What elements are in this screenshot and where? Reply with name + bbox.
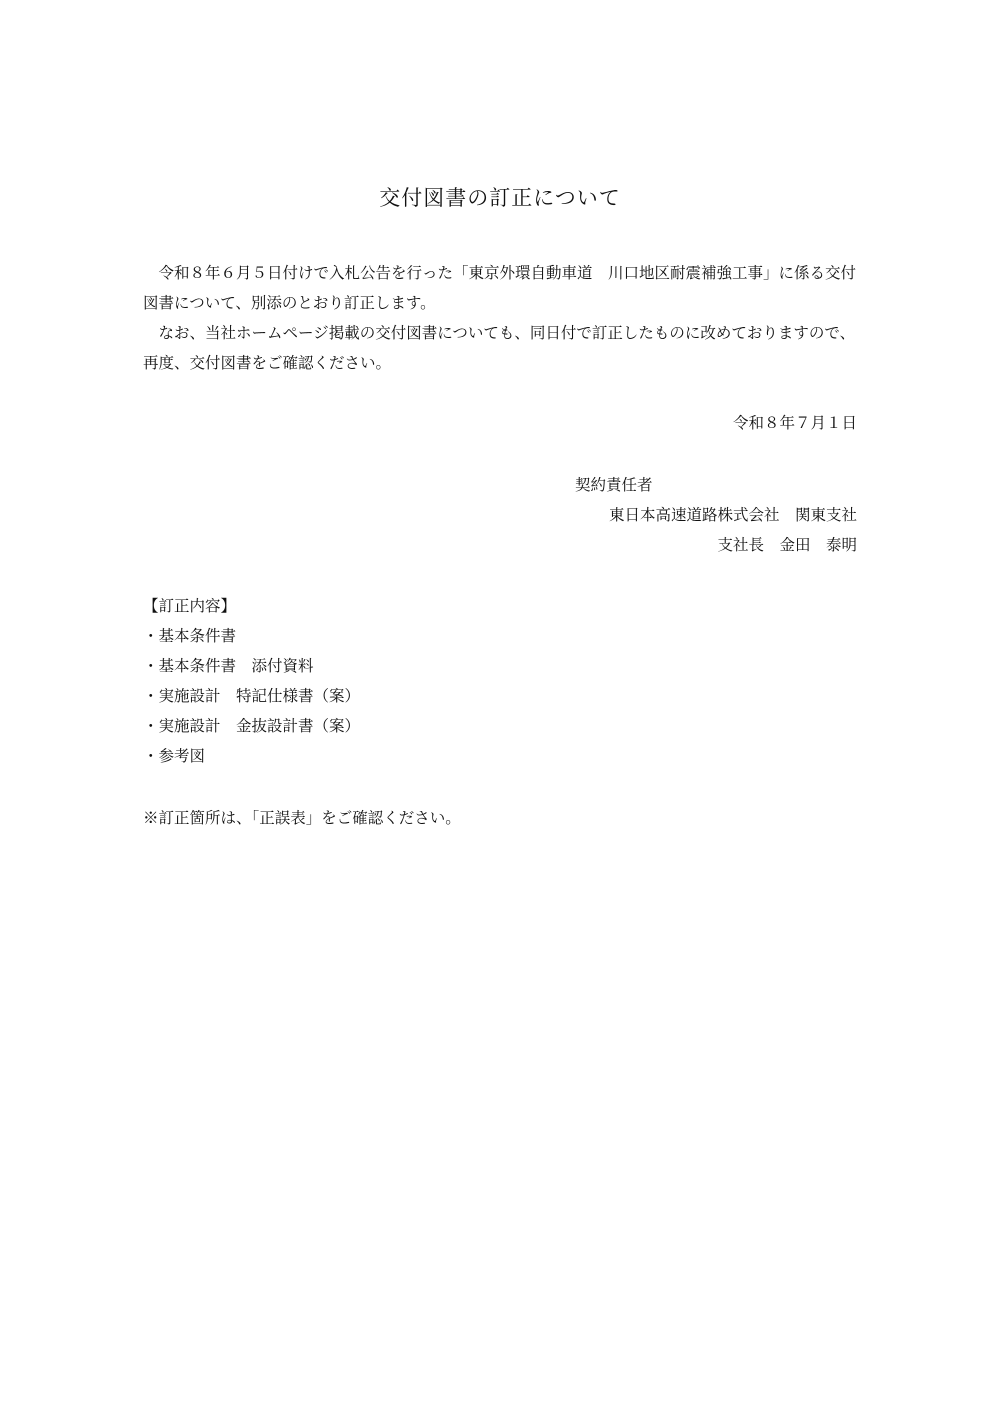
signature-block xyxy=(567,470,857,560)
corrections-heading: 【訂正内容】 xyxy=(143,597,237,615)
body-text xyxy=(143,258,859,378)
corrections-list-item: ・実施設計 特記仕様書（案） xyxy=(143,687,361,705)
corrections-list-item: ・基本条件書 xyxy=(143,627,237,645)
document-title: 交付図書の訂正について xyxy=(379,186,621,210)
issue-date: 令和８年７月１日 xyxy=(732,414,857,432)
corrections-section xyxy=(143,591,360,771)
corrections-list-item: ・実施設計 金抜設計書（案） xyxy=(143,717,361,735)
corrections-list xyxy=(143,621,360,771)
signature-person: 支社長 金田 泰明 xyxy=(717,536,857,554)
note-text: ※訂正箇所は、「正誤表」をご確認ください。 xyxy=(143,809,461,827)
corrections-list-item: ・基本条件書 添付資料 xyxy=(143,657,314,675)
signature-role: 契約責任者 xyxy=(575,476,653,494)
body-paragraph-1: 令和８年６月５日付けで入札公告を行った「東京外環自動車道 川口地区耐震補強工事」に係る交付図書について、別添のとおり訂正します。 xyxy=(143,264,857,312)
corrections-list-item: ・参考図 xyxy=(143,747,206,765)
body-paragraph-2: なお、当社ホームページ掲載の交付図書についても、同日付で訂正したものに改めておりますので、再度、交付図書をご確認ください。 xyxy=(143,324,856,372)
signature-company: 東日本高速道路株式会社 関東支社 xyxy=(608,506,857,524)
